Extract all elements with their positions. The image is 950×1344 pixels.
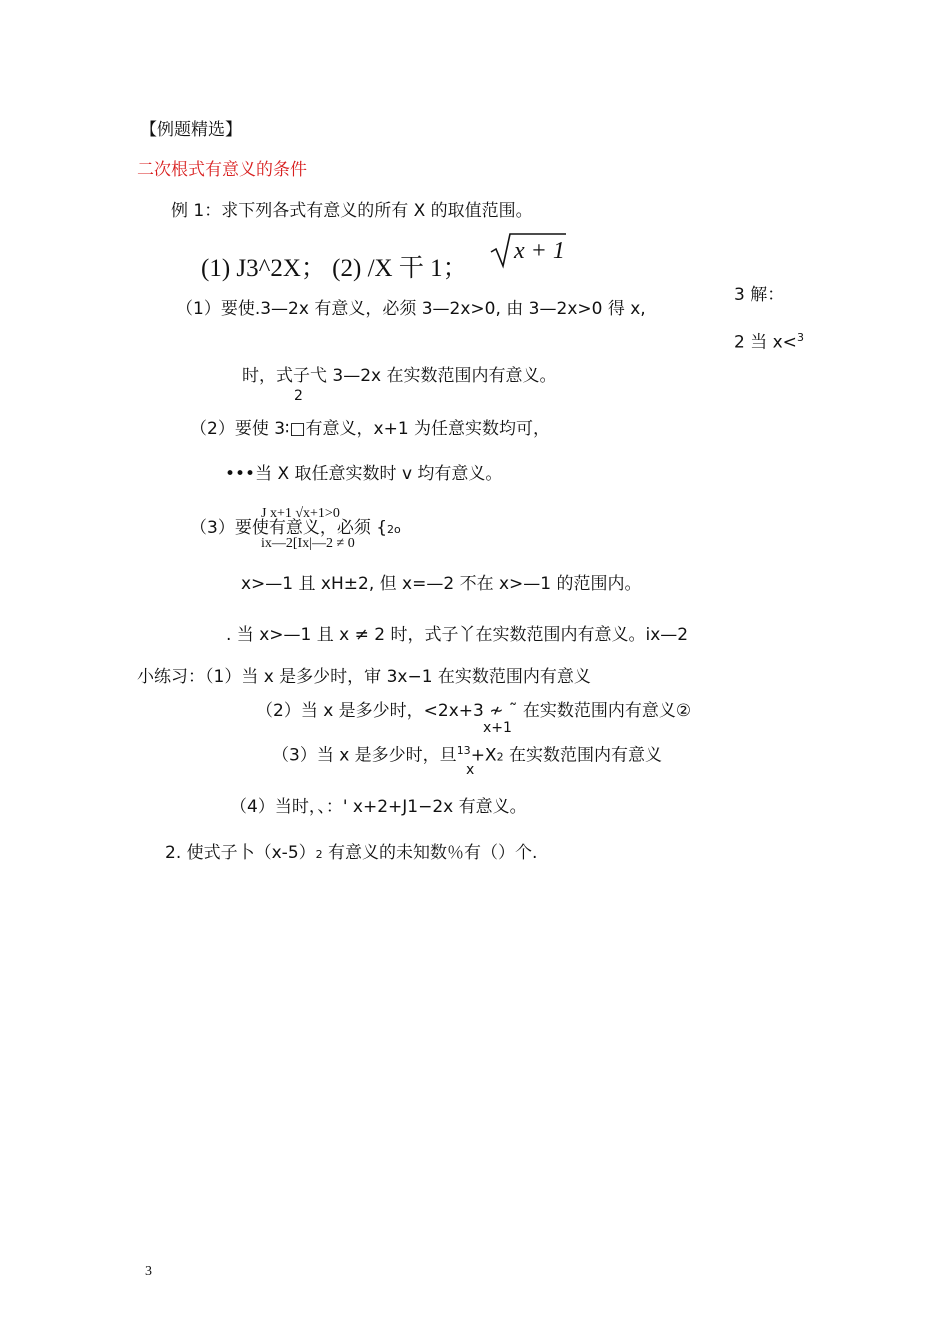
practice-3: （3）当 x 是多少时，旦$^{13}$+X2 在实数范围内有意义 — [272, 744, 662, 766]
solution-3-conclusion: . 当 x>—1 且 x ≠ 2 时，式子丫在实数范围内有意义。ix—2 — [226, 625, 689, 645]
side-when: 2 当 x<$^3$ — [734, 331, 804, 353]
section-heading: 【例题精选】 — [140, 120, 242, 140]
solution-1-denominator: 2 — [294, 388, 303, 404]
page-number: 3 — [145, 1264, 152, 1279]
practice-4: （4）当时，、：' x+2+J1−2x 有意义。 — [230, 797, 527, 817]
solution-1-result: 时，式子弋 3—2x 在实数范围内有意义。 — [242, 366, 557, 386]
practice-2: （2）当 x 是多少时，<2x+3 ≁ ˜ 在实数范围内有意义② — [256, 701, 692, 721]
solution-2-result: •••当 X 取任意实数时 v 均有意义。 — [225, 464, 503, 484]
side-solve: 3 解： — [734, 285, 785, 305]
problem-list: (1) J3^2X； (2) /X 干 1； — [201, 255, 468, 282]
topic-heading: 二次根式有意义的条件 — [137, 160, 307, 180]
solution-3-range: x>—1 且 xH±2, 但 x=—2 不在 x>—1 的范围内。 — [241, 574, 642, 594]
practice-3-denominator: x — [466, 762, 475, 778]
sqrt-symbol — [488, 230, 568, 270]
solution-2-line: （2）要使 3∶□有意义，x+1 为任意实数均可， — [190, 419, 551, 439]
practice-1: 小练习：（1）当 x 是多少时，审 3x−1 在实数范围内有意义 — [137, 667, 591, 687]
sqrt-expression: x + 1 — [514, 238, 565, 264]
solution-1-line: （1）要使.3—2x 有意义，必须 3—2x>0, 由 3—2x>0 得 x, — [176, 299, 646, 319]
question-2: 2. 使式子卜（x-5）2 有意义的未知数％有（）个. — [165, 843, 538, 863]
solution-3-line: （3）要使有意义，必须 {2o — [190, 518, 401, 538]
solution-3-overlay-top: J x+1 √x+1>0 — [261, 506, 340, 521]
example1-prompt: 例 1：求下列各式有意义的所有 X 的取值范围。 — [171, 201, 533, 221]
practice-2-denominator: x+1 — [483, 720, 512, 736]
solution-3-overlay-bottom: ix—2[Ix|—2 ≠ 0 — [261, 536, 355, 551]
